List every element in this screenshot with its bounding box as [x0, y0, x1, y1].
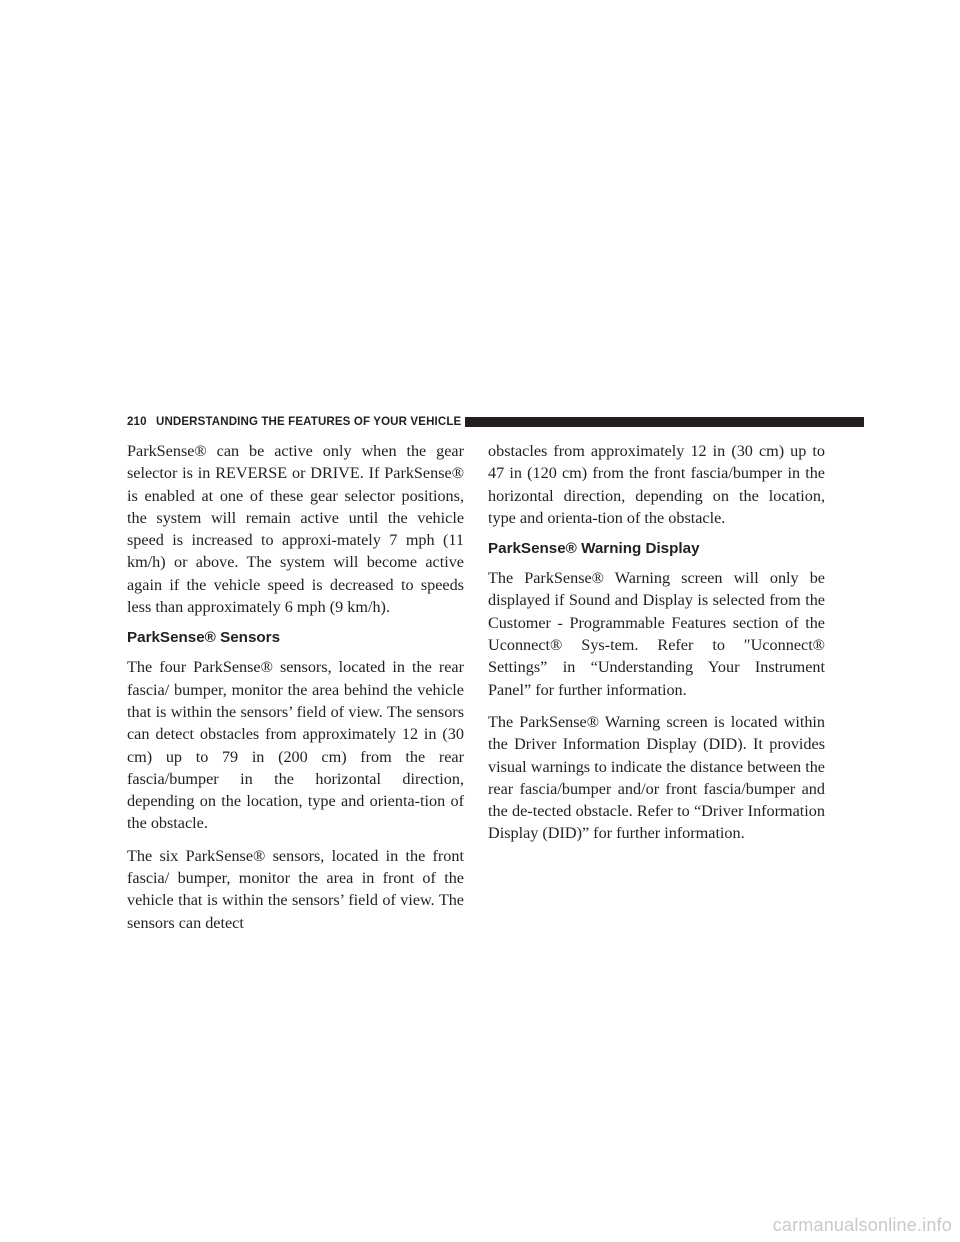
paragraph-rear-sensors: The four ParkSense® sensors, located in the rear fascia/ bumper, monitor the area behind the vehicle that is within the sensors’ field of view. The sensors can detect obstacles from approximately 12 in (30 cm) up to 79 in (200 cm) from the rear fascia/bumper in the horizontal direction, depending on the location, type and orienta-tion of the obstacle. — [127, 658, 464, 833]
watermark-text: carmanualsonline.info — [772, 1215, 952, 1235]
paragraph-front-sensors-continued: obstacles from approximately 12 in (30 cm) up to 47 in (120 cm) from the front fascia/bumper in the horizontal direction, depending on the location, type and orienta-tion of the obstacle. — [488, 442, 825, 527]
left-column — [127, 440, 464, 944]
heading-warning-display: ParkSense® Warning Display — [488, 540, 700, 558]
page-number: 210 — [127, 416, 147, 428]
paragraph-warning-screen-conditions: The ParkSense® Warning screen will only be displayed if Sound and Display is selected from the Customer - Programmable Features section of the Uconnect® Sys-tem. Refer to ″Uconnect® Settings” in “Understanding Your Instrument Panel” for further information. — [488, 569, 825, 699]
page-header — [127, 416, 864, 429]
section-title: UNDERSTANDING THE FEATURES OF YOUR VEHICLE — [156, 416, 462, 428]
right-column — [488, 440, 825, 855]
paragraph-warning-screen-location: The ParkSense® Warning screen is located within the Driver Information Display (DID). It provides visual warnings to indicate the distance between the rear fascia/bumper and/or front fascia/bumper and the de-tected obstacle. Refer to “Driver Information Display (DID)” for further information. — [488, 712, 825, 843]
paragraph-active-conditions: ParkSense® can be active only when the gear selector is in REVERSE or DRIVE. If ParkSense® is enabled at one of these gear selector positions, the system will remain active until the vehicle speed is increased to approxi-mately 7 mph (11 km/h) or above. The system will become active again if the vehicle speed is decreased to speeds less than approximately 6 mph (9 km/h). — [127, 442, 464, 617]
paragraph-front-sensors: The six ParkSense® sensors, located in the front fascia/ bumper, monitor the area in front of the vehicle that is within the sensors’ field of view. The sensors can detect — [127, 846, 464, 932]
header-rule — [465, 417, 864, 427]
heading-parksense-sensors: ParkSense® Sensors — [127, 629, 281, 647]
